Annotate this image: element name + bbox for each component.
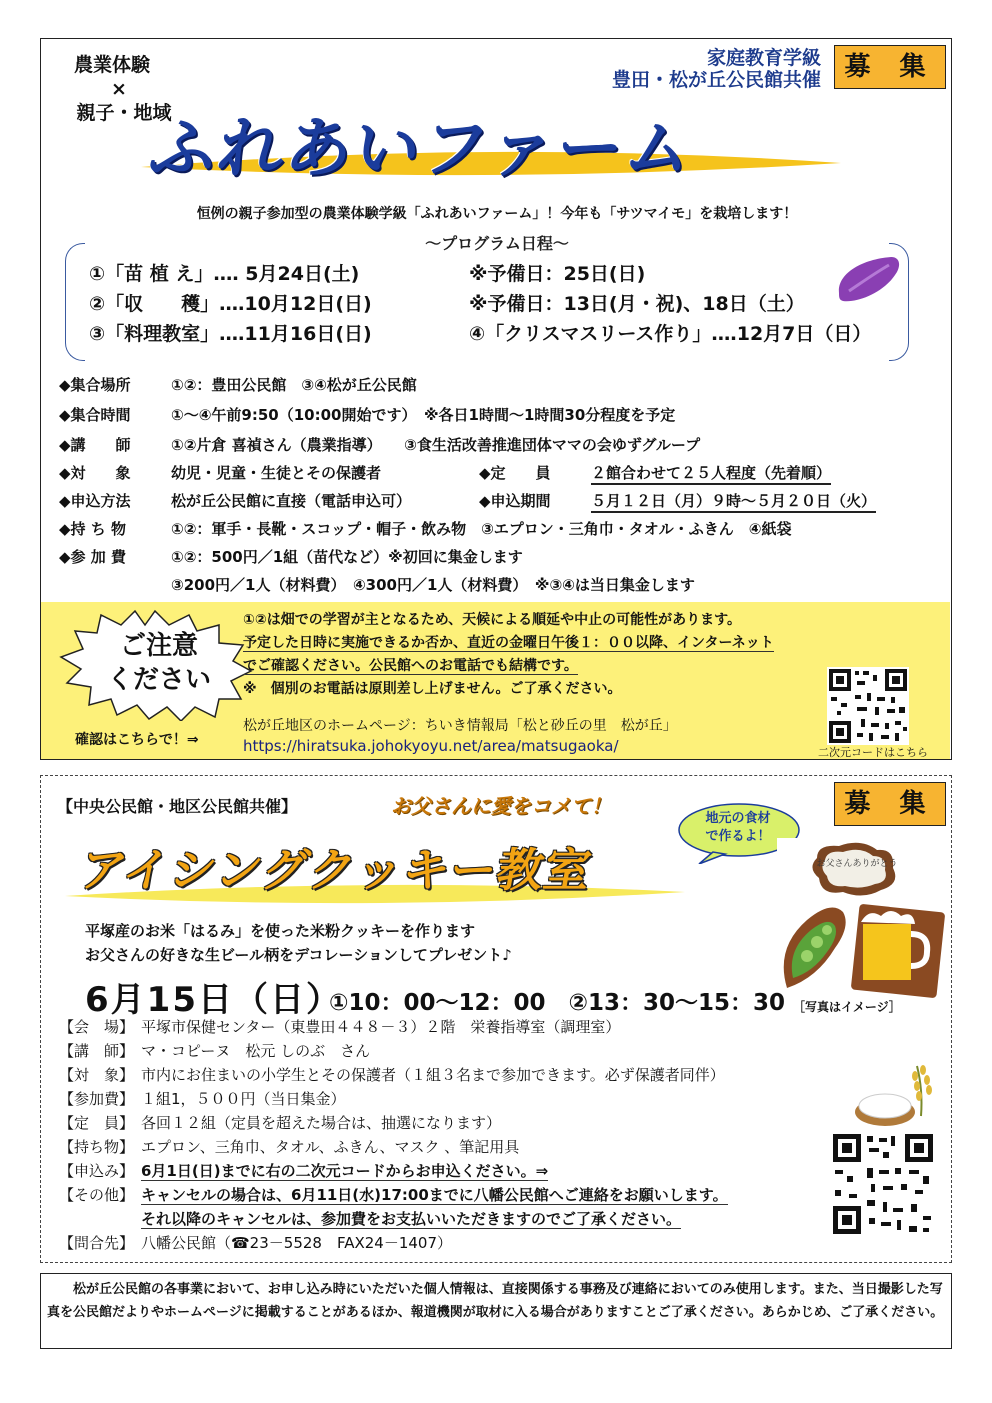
detail-value: それ以降のキャンセルは、参加費をお支払いいただきますのでご了承ください。 — [141, 1210, 682, 1228]
notice-title — [83, 629, 235, 697]
info-row — [59, 405, 675, 425]
category-line-2: × — [111, 78, 127, 100]
detail-value: 八幡公民館（☎23－5528 FAX24－1407） — [141, 1234, 452, 1252]
info-value: ①②片倉 喜禎さん（農業指導） ③食生活改善推進団体ママの会ゆずグループ — [171, 436, 701, 454]
detail-value: 平塚市保健センター（東豊田４４８－３）２階 栄養指導室（調理室） — [141, 1018, 621, 1036]
cookie-lead: 平塚産のお米「はるみ」を使った米粉クッキーを作ります — [85, 922, 476, 940]
info-value: ①②：豊田公民館 ③④松が丘公民館 — [171, 376, 417, 394]
privacy-text: 松が丘公民館の各事業において、お申し込み時にいただいた個人情報は、直接関係する事務及び連絡においてのみ使用します。また、当日撮影した写真を公民館だよりやホームページに掲載することがあるほか、報道機関が取材に入る場合がありますことご了承ください。あらかじめ、ご了承ください。 — [47, 1282, 944, 1320]
homepage-link[interactable]: https://hiratsuka.johokyoyu.net/area/matsugaoka/ — [243, 737, 619, 755]
photo-note: ［写真はイメージ］ — [793, 1000, 901, 1014]
detail-label: 【参加費】 — [59, 1090, 135, 1108]
page-title: アイシングクッキー教室 — [75, 843, 597, 897]
apply-period-value: ５月１２日（月）９時～５月２０日（火） — [591, 492, 876, 513]
detail-label: 【講 師】 — [59, 1042, 135, 1060]
schedule-note: ※予備日：13日(月・祝)、18日（土） — [469, 293, 805, 315]
confirm-label: 確認はこちらで！⇒ — [75, 732, 199, 748]
bubble-line: で作るよ！ — [705, 829, 771, 844]
detail-label: 【持ち物】 — [59, 1138, 135, 1156]
info-value: 幼児・児童・生徒とその保護者 — [171, 464, 382, 482]
rice-icon — [851, 1060, 941, 1130]
info-label: ◆集合場所 — [59, 376, 131, 394]
info-label-2 — [479, 463, 831, 483]
notice-title-line-2: ください — [106, 665, 211, 695]
detail-value: １組1，５００円（当日集金） — [141, 1090, 346, 1108]
info-value: 松が丘公民館に直接（電話申込可） — [171, 492, 412, 510]
category-line-1: 農業体験 — [73, 54, 150, 76]
privacy-notice — [40, 1273, 952, 1349]
detail-value: キャンセルの場合は、6月11日(水)17:00までに八幡公民館へご連絡をお願いします。 — [141, 1186, 728, 1204]
recruit-badge: 募 集 — [834, 782, 946, 826]
info-label: ◆持 ち 物 — [59, 520, 126, 538]
detail-label: 【対 象】 — [59, 1066, 135, 1084]
schedule-note: ④「クリスマスリース作り」‥‥12月7日（日） — [469, 323, 872, 345]
cookie-text: お父さんありがとう — [816, 859, 898, 869]
detail-row — [59, 1160, 548, 1182]
schedule-item: ②「収 穫」‥‥10月12日(日) — [89, 293, 372, 315]
event-time: ①10：00～12：00 ②13：30～15：30 — [329, 990, 786, 1016]
sweet-potato-icon — [833, 253, 903, 305]
detail-label: 【問合先】 — [59, 1234, 135, 1252]
info-row — [59, 547, 523, 567]
catchphrase: お父さんに愛をコメて！ — [391, 794, 611, 818]
notice-title-line-1: ご注意 — [119, 631, 198, 661]
page-title: ふれあいファーム — [144, 110, 699, 187]
recruit-badge: 募 集 — [834, 45, 946, 89]
detail-row — [59, 1136, 519, 1158]
info-label: ◆申込方法 — [59, 492, 131, 510]
info-label: ◆対 象 — [59, 464, 131, 482]
host-label — [531, 47, 821, 91]
info-row — [59, 375, 417, 395]
program-heading: ～プログラム日程～ — [425, 234, 569, 253]
detail-value: 6月1日(日)までに右の二次元コードからお申込ください。⇒ — [141, 1162, 549, 1180]
detail-label: 【申込み】 — [59, 1162, 135, 1180]
info-label: ◆定 員 — [479, 464, 551, 482]
qr-caption: 二次元コードはこちら — [818, 746, 928, 759]
farm-lead: 恒例の親子参加型の農業体験学級「ふれあいファーム」！今年も「サツマイモ」を栽培します！ — [196, 206, 798, 222]
category-line-3: 親子・地域 — [76, 102, 172, 124]
bracket-left — [65, 243, 85, 361]
cookie-section — [40, 775, 952, 1263]
cookie-lead: お父さんの好きな生ビール柄をデコレーションしてプレゼント♪ — [85, 946, 512, 964]
host-label: 【中央公民館・地区公民館共催】 — [57, 797, 298, 816]
notice-line: 予定した日時に実施できるか否か、直近の金曜日午後１：００以降、インターネット — [243, 635, 774, 651]
farm-section — [40, 38, 952, 760]
cookie-photo — [777, 838, 947, 998]
detail-value: マ・コピーヌ 松元 しのぶ さん — [141, 1042, 371, 1060]
detail-row — [59, 1208, 681, 1230]
host-line-2: 豊田・松が丘公民館共催 — [611, 69, 821, 91]
info-label: ◆申込期間 — [479, 492, 551, 510]
qr-code-icon[interactable] — [831, 1132, 935, 1236]
detail-label: 【定 員】 — [59, 1114, 135, 1132]
qr-code-icon[interactable] — [827, 667, 909, 745]
info-label: ◆講 師 — [59, 436, 131, 454]
info-value: ①②：500円／1組（苗代など）※初回に集金します — [171, 548, 523, 566]
homepage-label: 松が丘地区のホームページ：ちいき情報局「松と砂丘の里 松が丘」 — [243, 718, 677, 734]
info-row — [59, 463, 832, 483]
host-line-1: 家庭教育学級 — [706, 47, 821, 69]
capacity-value: ２館合わせて２５人程度（先着順） — [591, 464, 831, 485]
detail-label: 【その他】 — [59, 1186, 135, 1204]
detail-row — [59, 1040, 370, 1062]
detail-row — [59, 1184, 728, 1206]
notice-line: でご確認ください。公民館へのお電話でも結構です。 — [243, 658, 578, 674]
detail-label: 【会 場】 — [59, 1018, 135, 1036]
detail-value: エプロン、三角巾、タオル、ふきん、マスク 、筆記用具 — [141, 1138, 520, 1156]
info-value: ③200円／1人（材料費） ④300円／1人（材料費） ※③④は当日集金します — [171, 576, 695, 594]
schedule-item: ①「苗 植 え」‥‥ 5月24日(土) — [89, 263, 360, 285]
info-row — [59, 435, 700, 455]
detail-row — [59, 1088, 346, 1110]
detail-row — [59, 1232, 452, 1254]
info-row — [59, 575, 695, 595]
info-label-2 — [479, 491, 876, 511]
info-value: ①～④午前9:50（10:00開始です） ※各日1時間～1時間30分程度を予定 — [171, 406, 676, 424]
info-row — [59, 491, 877, 511]
info-label: ◆集合時間 — [59, 406, 131, 424]
notice-line: ①②は畑での学習が主となるため、天候による順延や中止の可能性があります。 — [243, 612, 742, 628]
notice-line: ※ 個別のお電話は原則差し上げません。ご了承ください。 — [243, 681, 622, 697]
detail-row — [59, 1112, 501, 1134]
schedule-item: ③「料理教室」‥‥11月16日(日) — [89, 323, 372, 345]
info-value: ①②：軍手・長靴・スコップ・帽子・飲み物 ③エプロン・三角巾・タオル・ふきん ④紙袋 — [171, 520, 792, 538]
bubble-line: 地元の食材 — [705, 811, 771, 826]
event-date: 6月15日（日） — [85, 980, 342, 1020]
detail-value: 市内にお住まいの小学生とその保護者（１組３名まで参加できます。必ず保護者同伴） — [141, 1066, 725, 1084]
info-label: ◆参 加 費 — [59, 548, 126, 566]
schedule-note: ※予備日：25日(日) — [469, 263, 646, 285]
info-row — [59, 519, 792, 539]
detail-value: 各回１２組（定員を超えた場合は、抽選になります） — [141, 1114, 502, 1132]
detail-row — [59, 1064, 725, 1086]
detail-row — [59, 1016, 620, 1038]
